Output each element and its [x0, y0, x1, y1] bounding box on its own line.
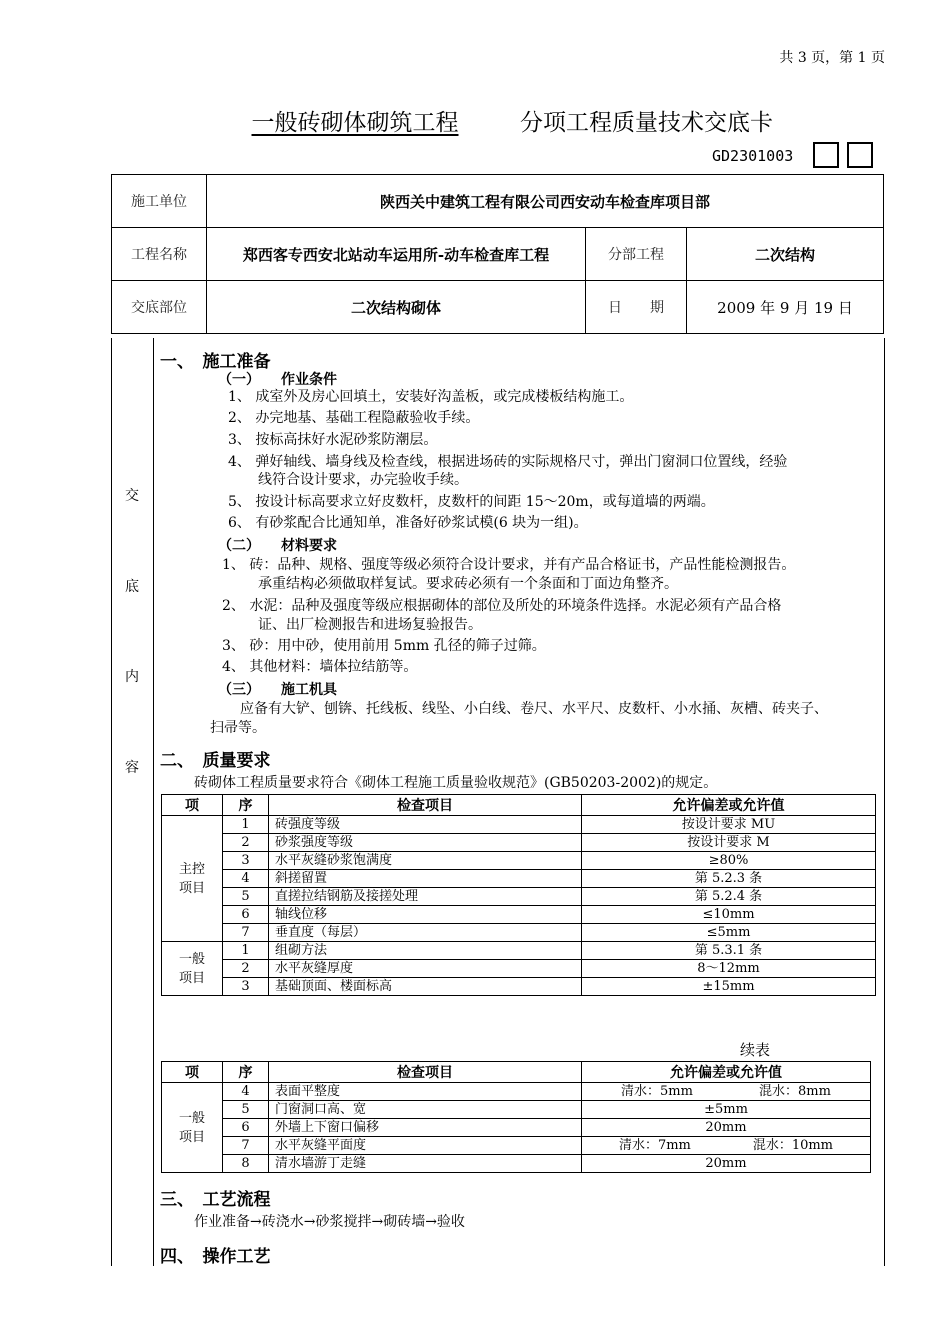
quality-table-continued	[161, 1061, 871, 1173]
table-row	[162, 888, 876, 906]
row-item: 直搓拉结钢筋及接搓处理	[269, 888, 582, 906]
side-char-2: 底	[125, 579, 139, 595]
row-item: 砖强度等级	[269, 816, 582, 834]
table-row	[162, 852, 876, 870]
row-value: 按设计要求 MU	[582, 816, 876, 834]
table-row	[162, 1155, 871, 1173]
table-row	[162, 1137, 871, 1155]
title-project-name: 一般砖砌体砌筑工程	[251, 110, 459, 136]
side-label-column	[111, 338, 154, 1266]
page-title	[190, 104, 773, 137]
subproject-label: 分部工程	[586, 228, 687, 281]
s1a-item-1: 1、 成室外及房心回填土，安装好沟盖板，或完成楼板结构施工。	[228, 389, 634, 405]
date-value: 2009 年 9 月 19 日	[687, 281, 884, 334]
side-char-1: 交	[125, 488, 139, 504]
row-no: 8	[223, 1155, 269, 1173]
table-row	[162, 834, 876, 852]
section-1a-title: （一） 作业条件	[218, 372, 337, 388]
t1-header-no: 序	[223, 795, 269, 816]
section-1b-title: （二） 材料要求	[218, 538, 337, 554]
s1b-item-4: 4、 其他材料：墙体拉结筋等。	[222, 659, 418, 675]
t2-header-item: 检查项目	[269, 1062, 582, 1083]
row-value: 清水：5mm 混水：8mm	[582, 1083, 871, 1101]
s1a-item-6: 6、 有砂浆配合比通知单，准备好砂浆试模(6 块为一组)。	[228, 515, 588, 531]
table-row	[162, 942, 876, 960]
row-value: 20mm	[582, 1155, 871, 1173]
row-value: 20mm	[582, 1119, 871, 1137]
s1b-item-2: 2、 水泥：品种及强度等级应根据砌体的部位及所处的环境条件选择。水泥必须有产品合格	[222, 598, 782, 614]
s1a-item-3: 3、 按标高抹好水泥砂浆防潮层。	[228, 432, 438, 448]
section-2-text: 砖砌体工程质量要求符合《砌体工程施工质量验收规范》(GB50203-2002)的规定。	[194, 775, 718, 791]
t1-header-group: 项	[162, 795, 223, 816]
row-no: 5	[223, 1101, 269, 1119]
t1-group-general: 一般 项目	[162, 942, 223, 996]
row-item: 外墙上下窗口偏移	[269, 1119, 582, 1137]
row-no: 6	[223, 1119, 269, 1137]
row-value: 按设计要求 M	[582, 834, 876, 852]
row-item: 组砌方法	[269, 942, 582, 960]
s1a-item-2: 2、 办完地基、基础工程隐蔽验收手续。	[228, 410, 480, 426]
page-number: 共 3 页，第 1 页	[779, 50, 885, 66]
side-char-3: 内	[125, 669, 139, 685]
t2-group-general: 一般 项目	[162, 1083, 223, 1173]
row-item: 水平灰缝平面度	[269, 1137, 582, 1155]
document-code: GD2301003	[712, 147, 794, 165]
part-label: 交底部位	[112, 281, 207, 334]
row-no: 1	[223, 942, 269, 960]
section-4-title: 四、 操作工艺	[160, 1247, 271, 1267]
s1b-item-3: 3、 砂：用中砂，使用前用 5mm 孔径的筛子过筛。	[222, 638, 546, 654]
t2-header-group: 项	[162, 1062, 223, 1083]
row-item: 基础顶面、楼面标高	[269, 978, 582, 996]
t1-header-item: 检查项目	[269, 795, 582, 816]
title-suffix: 分项工程质量技术交底卡	[520, 110, 773, 136]
row-no: 3	[223, 852, 269, 870]
s1c-line-2: 扫帚等。	[210, 720, 266, 736]
continued-label: 续表	[740, 1041, 771, 1059]
s1b-item-2-cont: 证、出厂检测报告和进场复验报告。	[258, 617, 482, 633]
s1a-item-5: 5、 按设计标高要求立好皮数杆，皮数杆的间距 15～20m，或每道墙的两端。	[228, 494, 715, 510]
row-value: 8～12mm	[582, 960, 876, 978]
row-item: 门窗洞口高、宽	[269, 1101, 582, 1119]
row-value: 第 5.2.4 条	[582, 888, 876, 906]
row-value: ±15mm	[582, 978, 876, 996]
row-no: 2	[223, 834, 269, 852]
row-value: ≤5mm	[582, 924, 876, 942]
checkbox-2[interactable]	[847, 142, 873, 168]
row-value: ±5mm	[582, 1101, 871, 1119]
table-row	[162, 906, 876, 924]
section-3-text: 作业准备→砖浇水→砂浆搅拌→砌砖墙→验收	[194, 1214, 465, 1230]
row-item: 清水墙游丁走缝	[269, 1155, 582, 1173]
s1a-item-4: 4、 弹好轴线、墙身线及检查线，根据进场砖的实际规格尺寸，弹出门窗洞口位置线，经验	[228, 454, 788, 470]
table-row	[162, 960, 876, 978]
unit-label: 施工单位	[112, 175, 207, 228]
date-label: 日 期	[586, 281, 687, 334]
row-no: 4	[223, 1083, 269, 1101]
section-1-title: 一、 施工准备	[160, 352, 271, 372]
t1-header-value: 允许偏差或允许值	[582, 795, 876, 816]
table-row	[162, 1101, 871, 1119]
table-row	[162, 1083, 871, 1101]
t1-group-main: 主控 项目	[162, 816, 223, 942]
section-3-title: 三、 工艺流程	[160, 1190, 271, 1210]
unit-value: 陕西关中建筑工程有限公司西安动车检查库项目部	[207, 175, 884, 228]
row-item: 轴线位移	[269, 906, 582, 924]
part-value: 二次结构砌体	[207, 281, 586, 334]
row-no: 2	[223, 960, 269, 978]
s1b-item-1: 1、 砖：品种、规格、强度等级必须符合设计要求，并有产品合格证书，产品性能检测报告。	[222, 557, 796, 573]
side-char-4: 容	[125, 760, 139, 776]
table-row	[162, 870, 876, 888]
row-item: 垂直度（每层）	[269, 924, 582, 942]
row-value: 第 5.3.1 条	[582, 942, 876, 960]
project-label: 工程名称	[112, 228, 207, 281]
subproject-value: 二次结构	[687, 228, 884, 281]
table-row	[162, 978, 876, 996]
row-no: 6	[223, 906, 269, 924]
row-value: 清水：7mm 混水：10mm	[582, 1137, 871, 1155]
header-table	[111, 174, 884, 334]
s1c-line-1: 应备有大铲、刨锛、托线板、线坠、小白线、卷尺、水平尺、皮数杆、小水捅、灰槽、砖夹子、	[240, 701, 828, 717]
row-item: 水平灰缝砂浆饱满度	[269, 852, 582, 870]
row-value: 第 5.2.3 条	[582, 870, 876, 888]
checkbox-1[interactable]	[813, 142, 839, 168]
t2-header-value: 允许偏差或允许值	[582, 1062, 871, 1083]
project-value: 郑西客专西安北站动车运用所-动车检查库工程	[207, 228, 586, 281]
row-item: 斜搓留置	[269, 870, 582, 888]
section-1c-title: （三） 施工机具	[218, 682, 337, 698]
row-no: 4	[223, 870, 269, 888]
row-value: ≥80%	[582, 852, 876, 870]
row-no: 1	[223, 816, 269, 834]
t2-header-no: 序	[223, 1062, 269, 1083]
s1a-item-4-cont: 线符合设计要求，办完验收手续。	[258, 472, 468, 488]
table-row	[162, 816, 876, 834]
row-item: 砂浆强度等级	[269, 834, 582, 852]
row-no: 3	[223, 978, 269, 996]
row-value: ≤10mm	[582, 906, 876, 924]
quality-table	[161, 794, 876, 996]
table-row	[162, 1119, 871, 1137]
row-no: 7	[223, 1137, 269, 1155]
row-item: 表面平整度	[269, 1083, 582, 1101]
row-item: 水平灰缝厚度	[269, 960, 582, 978]
table-row	[162, 924, 876, 942]
s1b-item-1-cont: 承重结构必须做取样复试。要求砖必须有一个条面和丁面边角整齐。	[258, 576, 678, 592]
row-no: 5	[223, 888, 269, 906]
section-2-title: 二、 质量要求	[160, 751, 271, 771]
row-no: 7	[223, 924, 269, 942]
